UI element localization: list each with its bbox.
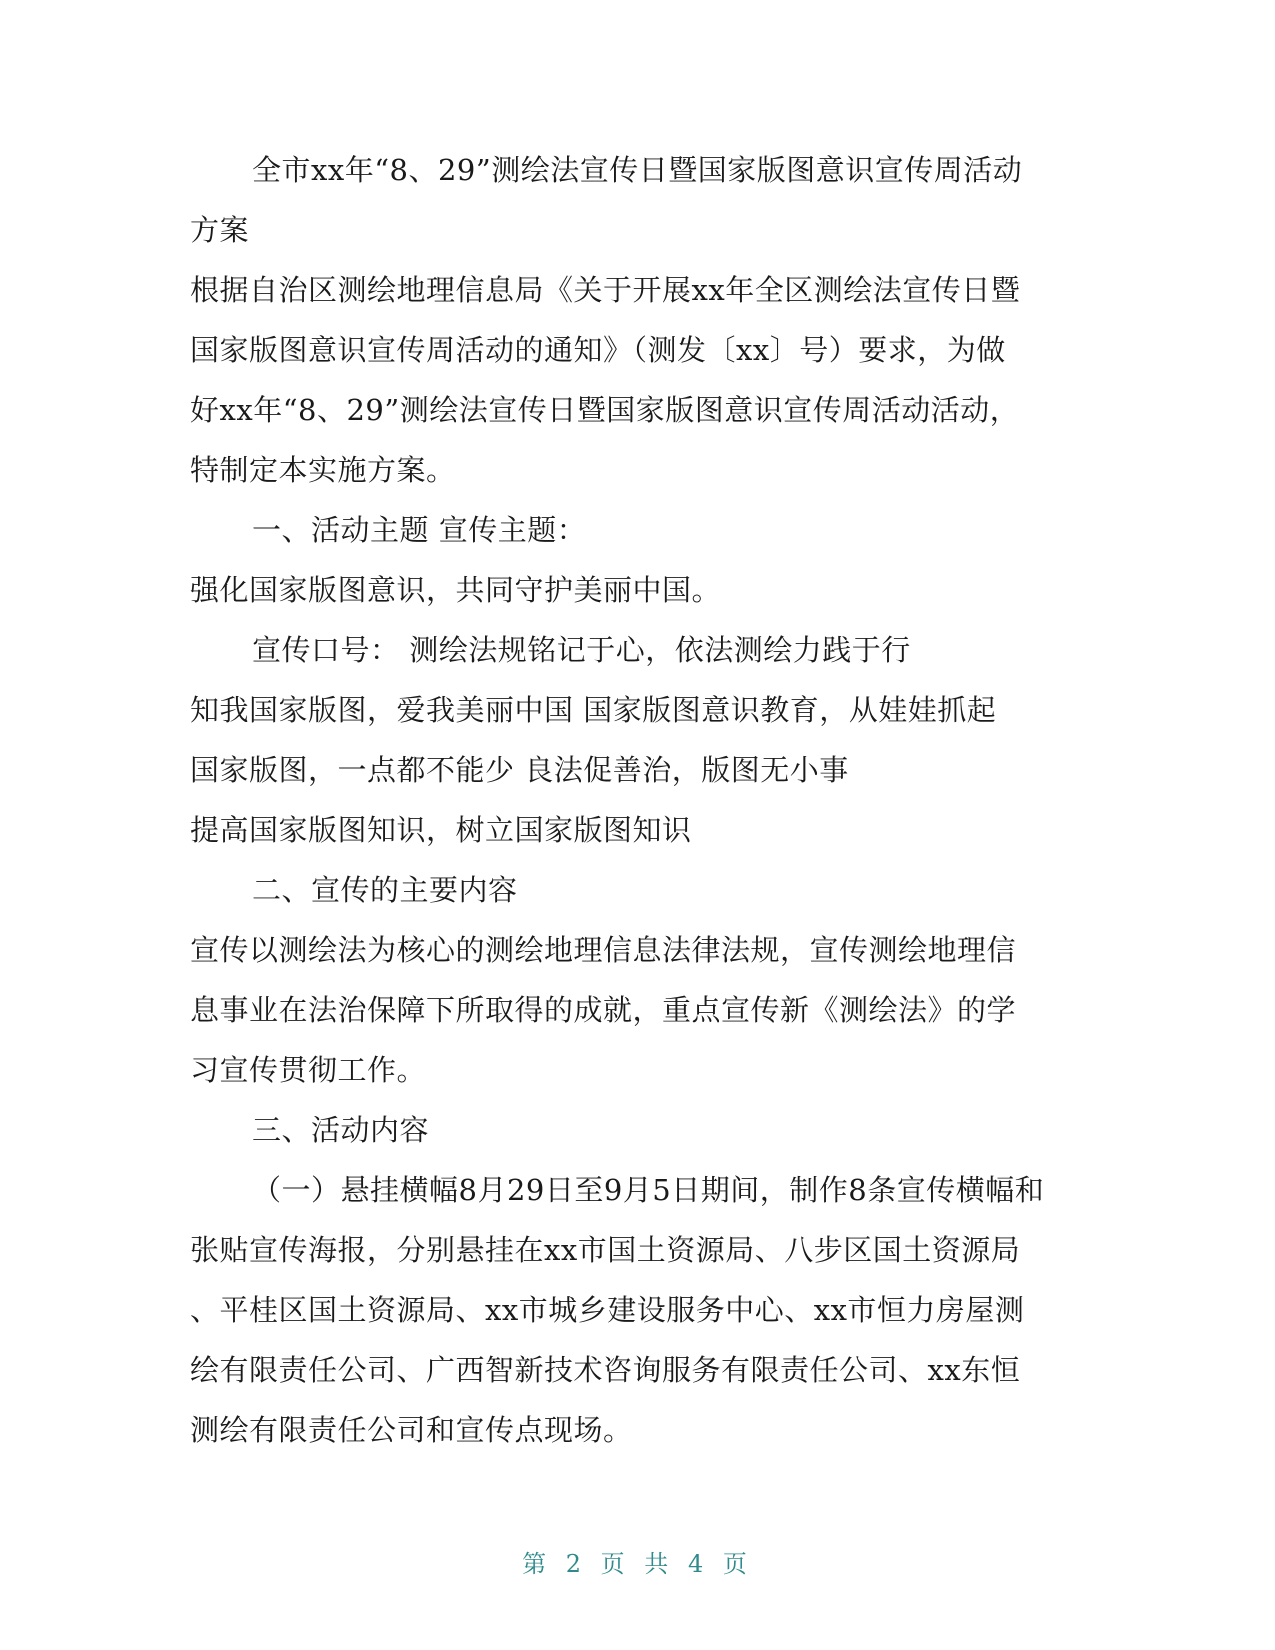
page-number-footer: 第 2 页 共 4 页 — [522, 1550, 753, 1578]
paragraph-line: 张贴宣传海报，分别悬挂在xx市国土资源局、八步区国土资源局 — [190, 1233, 1021, 1267]
paragraph-line: 绘有限责任公司、广西智新技术咨询服务有限责任公司、xx东恒 — [190, 1353, 1021, 1387]
paragraph-line: （一）悬挂横幅8月29日至9月5日期间，制作8条宣传横幅和 — [252, 1173, 1045, 1207]
paragraph-line: 特制定本实施方案。 — [190, 453, 456, 487]
paragraph-line: 根据自治区测绘地理信息局《关于开展xx年全区测绘法宣传日暨 — [190, 273, 1021, 307]
paragraph-line: 宣传以测绘法为核心的测绘地理信息法律法规，宣传测绘地理信 — [190, 933, 1017, 967]
paragraph-line: 国家版图，一点都不能少 良法促善治，版图无小事 — [190, 753, 849, 787]
paragraph-line: 息事业在法治保障下所取得的成就，重点宣传新《测绘法》的学 — [190, 993, 1017, 1027]
paragraph-line: 提高国家版图知识，树立国家版图知识 — [190, 813, 692, 847]
document-body — [190, 140, 1070, 1460]
section-heading-2: 二、宣传的主要内容 — [252, 873, 518, 907]
paragraph-line: 、平桂区国土资源局、xx市城乡建设服务中心、xx市恒力房屋测 — [190, 1293, 1025, 1327]
section-heading-1: 一、活动主题 宣传主题： — [252, 513, 587, 547]
paragraph-line: 好xx年“8、29”测绘法宣传日暨国家版图意识宣传周活动活动， — [190, 393, 1020, 427]
paragraph-line: 国家版图意识宣传周活动的通知》（测发〔xx〕号）要求，为做 — [190, 333, 1006, 367]
paragraph-line: 强化国家版图意识，共同守护美丽中国。 — [190, 573, 722, 607]
slogan-heading: 宣传口号： 测绘法规铭记于心，依法测绘力践于行 — [252, 633, 911, 667]
paragraph-line: 知我国家版图，爱我美丽中国 国家版图意识教育，从娃娃抓起 — [190, 693, 997, 727]
title-line-2: 方案 — [190, 213, 250, 247]
paragraph-line: 测绘有限责任公司和宣传点现场。 — [190, 1413, 633, 1447]
paragraph-line: 习宣传贯彻工作。 — [190, 1053, 427, 1087]
section-heading-3: 三、活动内容 — [252, 1113, 430, 1147]
title-line-1: 全市xx年“8、29”测绘法宣传日暨国家版图意识宣传周活动 — [252, 153, 1023, 187]
